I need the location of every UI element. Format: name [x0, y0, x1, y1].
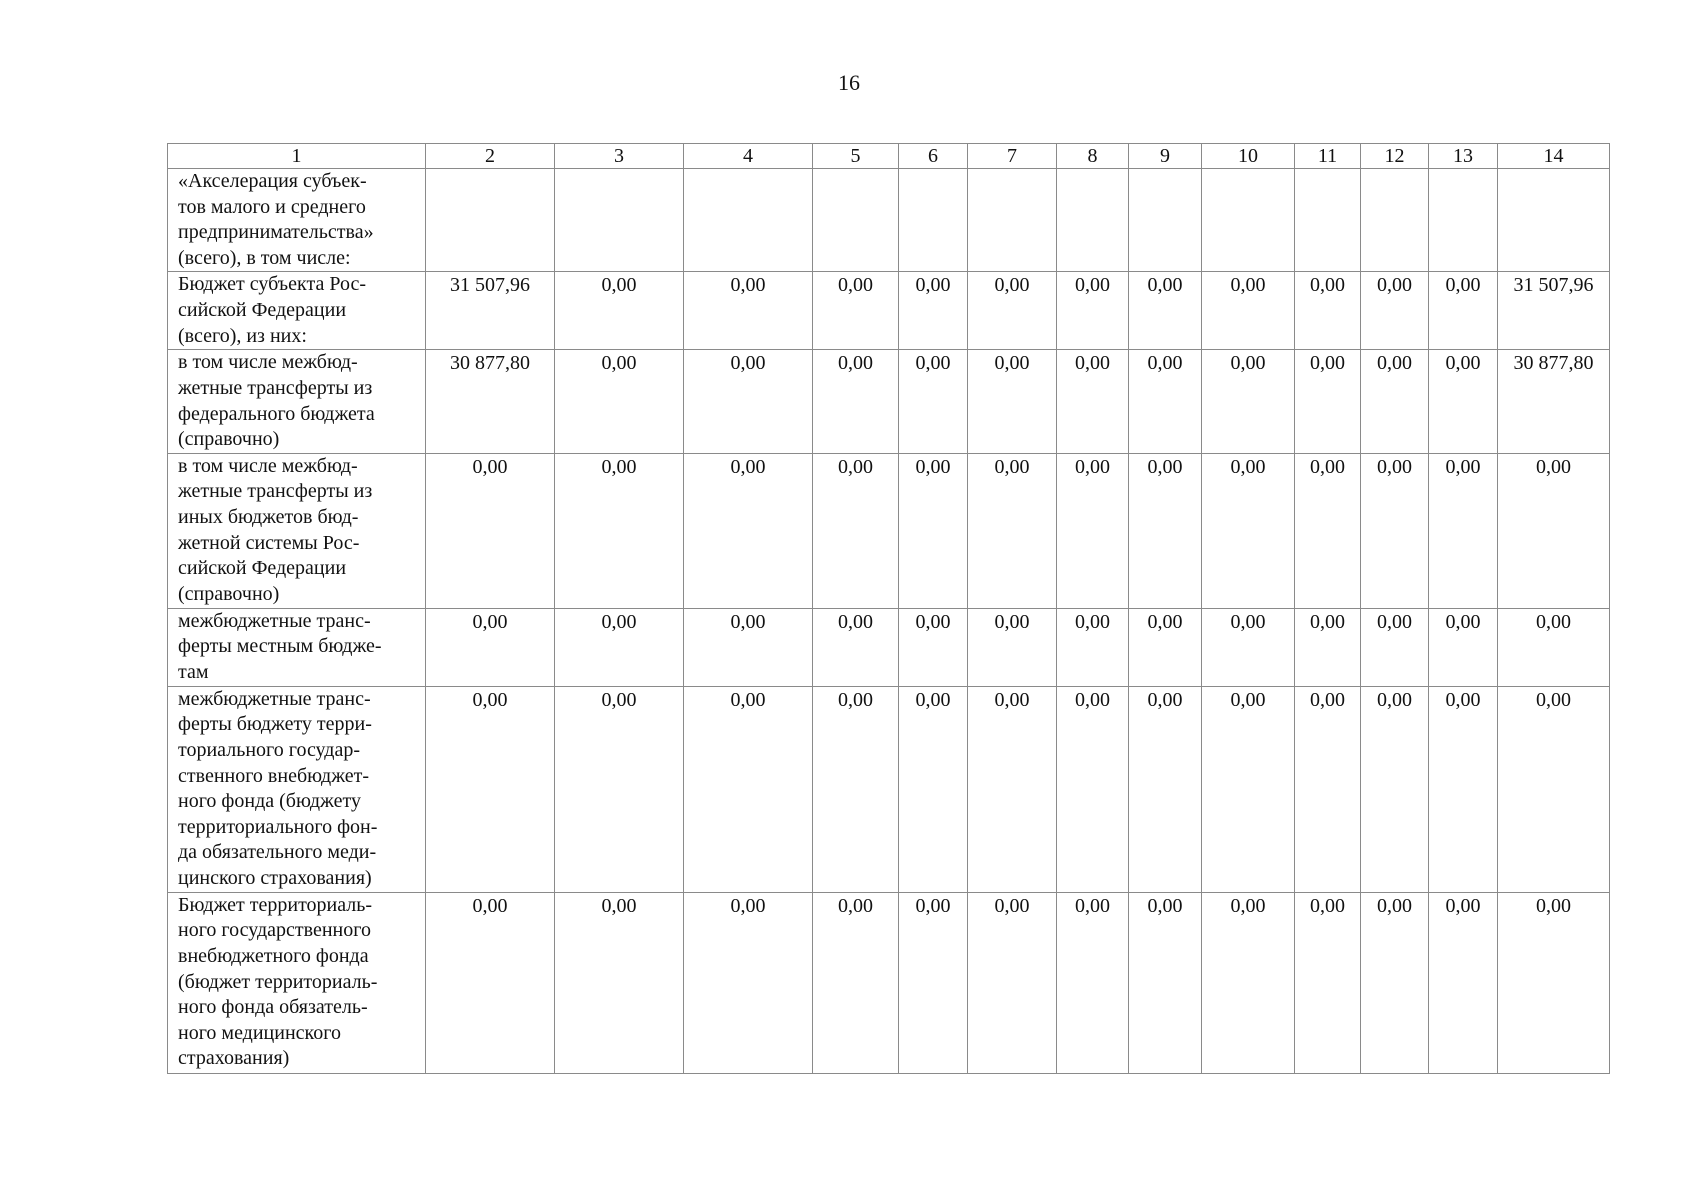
value-cell: 0,00: [555, 350, 684, 453]
row-label: [168, 608, 426, 686]
value-cell: 0,00: [813, 608, 899, 686]
value-cell: 0,00: [1129, 686, 1202, 892]
value-cell: 0,00: [813, 453, 899, 608]
value-cell: 0,00: [684, 272, 813, 350]
value-cell: 0,00: [1129, 453, 1202, 608]
row-label: [168, 272, 426, 350]
value-cell: 0,00: [555, 453, 684, 608]
value-cell: 0,00: [1202, 350, 1295, 453]
value-cell: 0,00: [1361, 686, 1429, 892]
value-cell: 0,00: [1129, 272, 1202, 350]
value-cell: 0,00: [1202, 272, 1295, 350]
value-cell: 0,00: [426, 686, 555, 892]
value-cell: 0,00: [555, 686, 684, 892]
column-header: 1: [168, 144, 426, 169]
value-cell: 0,00: [813, 272, 899, 350]
value-cell: [1361, 169, 1429, 272]
value-cell: 30 877,80: [1498, 350, 1610, 453]
value-cell: 0,00: [1057, 350, 1129, 453]
value-cell: 0,00: [813, 892, 899, 1073]
value-cell: 30 877,80: [426, 350, 555, 453]
value-cell: 0,00: [813, 686, 899, 892]
value-cell: 0,00: [1295, 686, 1361, 892]
table-row: [168, 272, 1610, 350]
value-cell: [1498, 169, 1610, 272]
value-cell: 0,00: [1202, 608, 1295, 686]
value-cell: 0,00: [1361, 272, 1429, 350]
value-cell: 0,00: [1129, 608, 1202, 686]
column-header: 6: [899, 144, 968, 169]
value-cell: 0,00: [899, 892, 968, 1073]
value-cell: [899, 169, 968, 272]
table-row: [168, 686, 1610, 892]
value-cell: 0,00: [555, 272, 684, 350]
value-cell: 0,00: [1057, 272, 1129, 350]
value-cell: [968, 169, 1057, 272]
value-cell: [684, 169, 813, 272]
value-cell: 0,00: [968, 892, 1057, 1073]
value-cell: [1057, 169, 1129, 272]
row-label: [168, 686, 426, 892]
value-cell: 0,00: [968, 350, 1057, 453]
table-row: [168, 453, 1610, 608]
value-cell: 0,00: [426, 453, 555, 608]
column-header: 4: [684, 144, 813, 169]
value-cell: 0,00: [426, 608, 555, 686]
column-header: 12: [1361, 144, 1429, 169]
page-number: 16: [838, 70, 860, 95]
value-cell: 0,00: [1295, 453, 1361, 608]
value-cell: 0,00: [684, 608, 813, 686]
value-cell: 0,00: [426, 892, 555, 1073]
value-cell: 0,00: [555, 892, 684, 1073]
value-cell: 0,00: [1429, 608, 1498, 686]
column-header: 10: [1202, 144, 1295, 169]
value-cell: 0,00: [1429, 350, 1498, 453]
value-cell: 0,00: [684, 686, 813, 892]
value-cell: 0,00: [684, 892, 813, 1073]
value-cell: 0,00: [1361, 608, 1429, 686]
column-header: 5: [813, 144, 899, 169]
value-cell: 0,00: [1429, 686, 1498, 892]
value-cell: 0,00: [555, 608, 684, 686]
value-cell: 0,00: [1498, 453, 1610, 608]
value-cell: 0,00: [1057, 608, 1129, 686]
value-cell: 0,00: [1057, 686, 1129, 892]
value-cell: [555, 169, 684, 272]
value-cell: 0,00: [1429, 272, 1498, 350]
column-header: 7: [968, 144, 1057, 169]
row-label-text: межбюджетные транс- ферты местным бюдже- там: [178, 609, 382, 683]
value-cell: 0,00: [1429, 453, 1498, 608]
value-cell: 0,00: [1202, 892, 1295, 1073]
value-cell: 0,00: [899, 686, 968, 892]
value-cell: 0,00: [1361, 892, 1429, 1073]
value-cell: 0,00: [1361, 350, 1429, 453]
value-cell: 0,00: [1057, 892, 1129, 1073]
value-cell: 0,00: [1295, 272, 1361, 350]
row-label-text: межбюджетные транс- ферты бюджету терри- ториального государ- ственного внебюджет- ного фонда (бюджету территориального фон- да обязательного меди- цинского страхования): [178, 687, 378, 889]
value-cell: 0,00: [1057, 453, 1129, 608]
value-cell: 0,00: [1295, 892, 1361, 1073]
table-row: [168, 169, 1610, 272]
value-cell: 0,00: [813, 350, 899, 453]
table-row: [168, 608, 1610, 686]
value-cell: 0,00: [968, 272, 1057, 350]
row-label: [168, 453, 426, 608]
value-cell: [1295, 169, 1361, 272]
value-cell: 0,00: [899, 453, 968, 608]
header-row: [168, 144, 1610, 169]
row-label: [168, 350, 426, 453]
value-cell: 0,00: [1129, 350, 1202, 453]
value-cell: 0,00: [968, 453, 1057, 608]
value-cell: [1429, 169, 1498, 272]
value-cell: 0,00: [899, 272, 968, 350]
value-cell: 0,00: [968, 686, 1057, 892]
row-label-text: Бюджет субъекта Рос- сийской Федерации (всего), из них:: [178, 273, 366, 347]
value-cell: 0,00: [899, 350, 968, 453]
value-cell: 0,00: [1129, 892, 1202, 1073]
row-label-text: «Акселерация субъек- тов малого и среднего предпринимательства» (всего), в том числе:: [178, 170, 374, 269]
value-cell: 0,00: [684, 350, 813, 453]
budget-table: [167, 143, 1610, 1074]
value-cell: 0,00: [1295, 350, 1361, 453]
value-cell: 0,00: [1498, 608, 1610, 686]
table-row: [168, 892, 1610, 1073]
value-cell: 0,00: [1295, 608, 1361, 686]
row-label-text: Бюджет территориаль- ного государственного внебюджетного фонда (бюджет территориаль- ного фонда обязатель- ного медицинского страхования): [178, 893, 378, 1070]
value-cell: 0,00: [1361, 453, 1429, 608]
value-cell: 0,00: [1498, 892, 1610, 1073]
table-body: [168, 169, 1610, 1074]
value-cell: [813, 169, 899, 272]
value-cell: [426, 169, 555, 272]
table-row: [168, 350, 1610, 453]
row-label: [168, 892, 426, 1073]
value-cell: 0,00: [1498, 686, 1610, 892]
value-cell: 31 507,96: [426, 272, 555, 350]
row-label: [168, 169, 426, 272]
value-cell: 0,00: [968, 608, 1057, 686]
value-cell: 0,00: [1202, 453, 1295, 608]
value-cell: 0,00: [684, 453, 813, 608]
value-cell: 0,00: [899, 608, 968, 686]
column-header: 9: [1129, 144, 1202, 169]
value-cell: 0,00: [1202, 686, 1295, 892]
column-header: 3: [555, 144, 684, 169]
value-cell: 0,00: [1429, 892, 1498, 1073]
column-header: 2: [426, 144, 555, 169]
table-header: [168, 144, 1610, 169]
column-header: 11: [1295, 144, 1361, 169]
column-header: 14: [1498, 144, 1610, 169]
value-cell: 31 507,96: [1498, 272, 1610, 350]
row-label-text: в том числе межбюд- жетные трансферты из федерального бюджета (справочно): [178, 351, 375, 451]
column-header: 8: [1057, 144, 1129, 169]
value-cell: [1129, 169, 1202, 272]
column-header: 13: [1429, 144, 1498, 169]
row-label-text: в том числе межбюд- жетные трансферты из иных бюджетов бюд- жетной системы Рос- сийской Федерации (справочно): [178, 454, 373, 605]
value-cell: [1202, 169, 1295, 272]
